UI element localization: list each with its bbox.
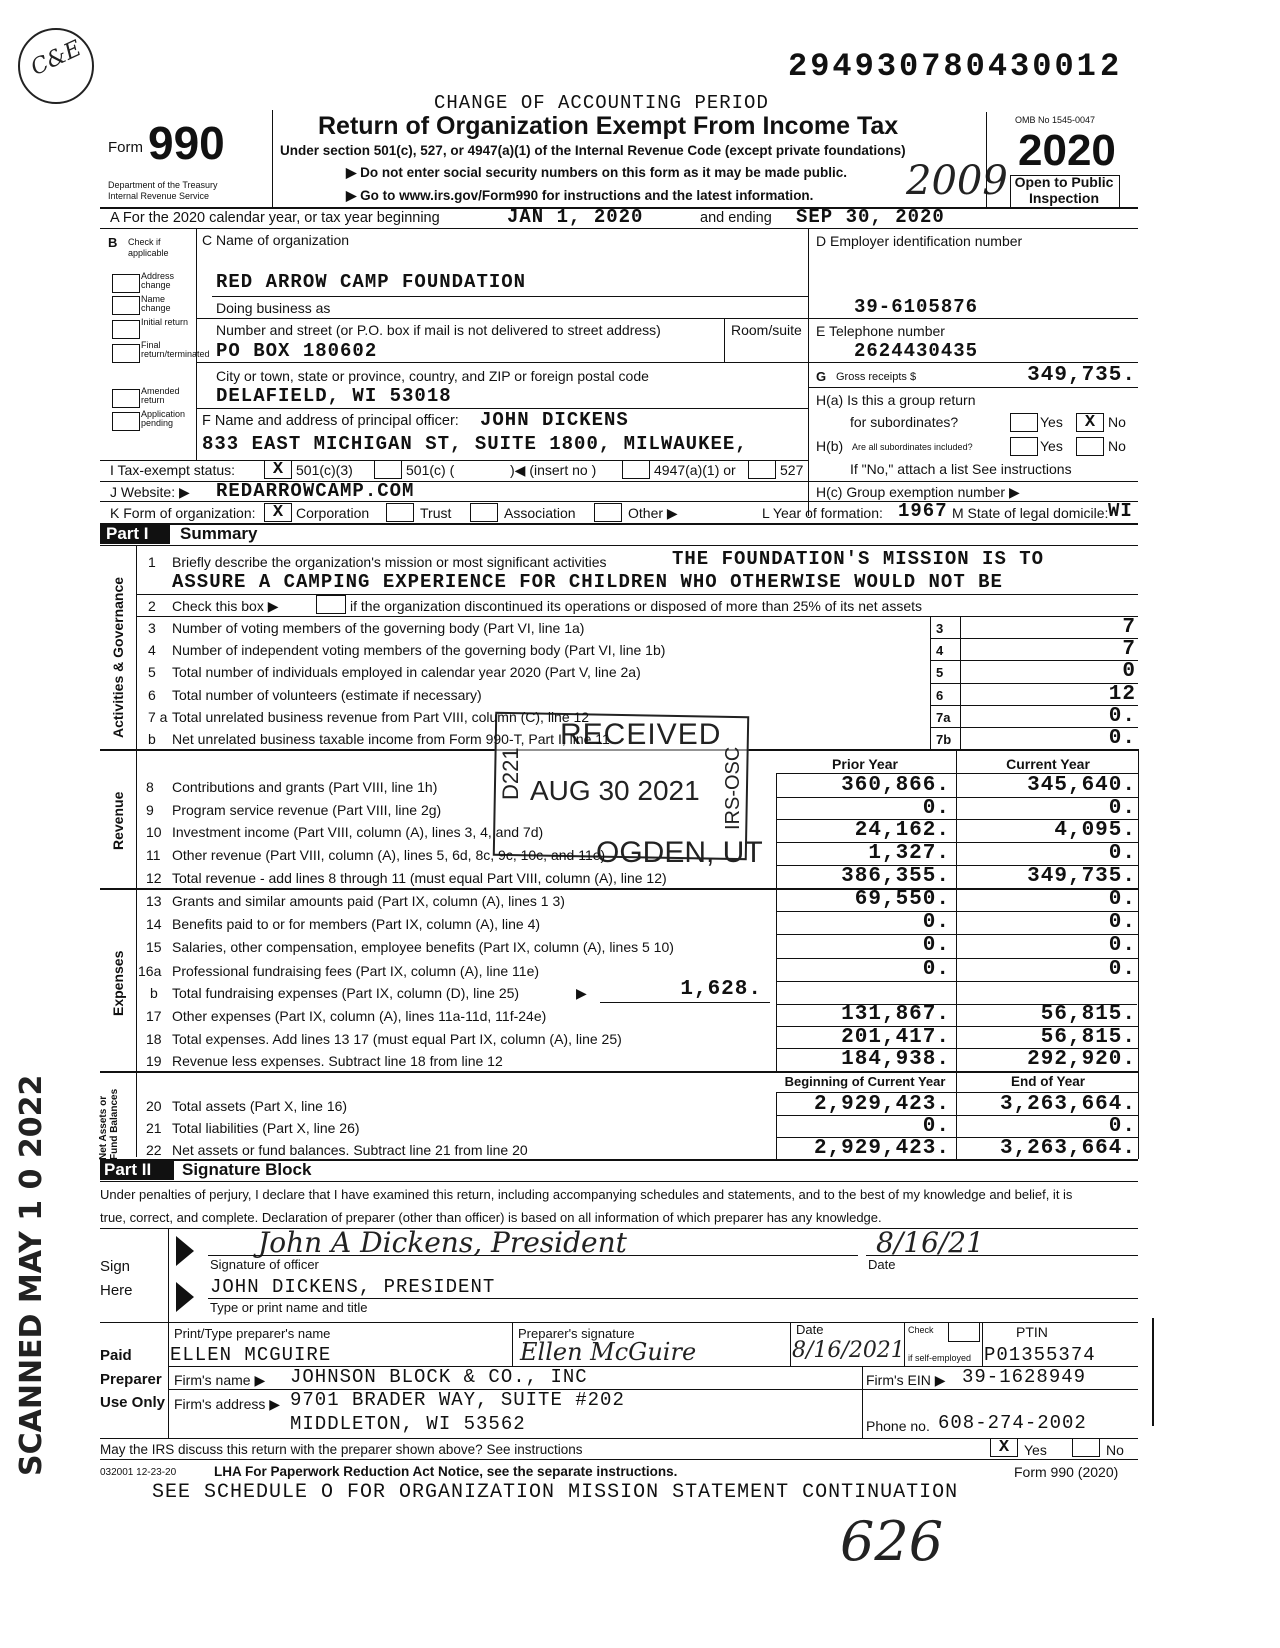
preparer-date-label: Date	[796, 1322, 824, 1337]
preparer-phone[interactable]: 608-274-2002	[938, 1412, 1087, 1434]
section-b-label: B	[108, 235, 118, 250]
ptin-label: PTIN	[1016, 1324, 1048, 1340]
form-title: Return of Organization Exempt From Income Tax	[318, 112, 899, 140]
net-assets-line-no: 22	[146, 1142, 162, 1159]
hc-label: H(c) Group exemption number ▶	[816, 484, 1020, 500]
status-527-label: 527	[780, 462, 804, 478]
part2-tab: Part II	[104, 1160, 152, 1179]
internal-revenue-service: Internal Revenue Service	[108, 191, 210, 201]
form-of-org-label: K Form of organization:	[110, 505, 256, 521]
revenue-line-no: 11	[146, 847, 161, 864]
tax-year: 2020	[1018, 126, 1116, 175]
expense-line-no: 14	[146, 916, 162, 933]
expense-line-prior[interactable]: 184,938.	[841, 1048, 950, 1072]
inspection: Inspection	[1028, 190, 1099, 206]
line2-rest: if the organization discontinued its operations or disposed of more than 25% of its net assets	[350, 598, 923, 614]
application-pending-label: Application pending	[141, 409, 186, 428]
revenue-line-no: 10	[146, 824, 162, 841]
line16b-no: b	[150, 985, 158, 1001]
expense-line-desc: Grants and similar amounts paid (Part IX, column (A), lines 1 3)	[172, 893, 565, 909]
revenue-line-no: 12	[146, 869, 162, 886]
sig-date-label: Date	[868, 1257, 896, 1272]
line16b-value[interactable]: 1,628.	[680, 978, 762, 1001]
corner-mark: C&E	[27, 36, 86, 81]
firm-ein-label: Firm's EIN ▶	[866, 1372, 946, 1388]
expense-line-prior[interactable]: 0.	[922, 934, 950, 958]
form-subtitle: Under section 501(c), 527, or 4947(a)(1) of the Internal Revenue Code (except private foundations)	[280, 143, 906, 158]
revenue-line-prior[interactable]: 0.	[922, 796, 950, 820]
gov-line-desc: Number of independent voting members of the governing body (Part VI, line 1b)	[172, 642, 666, 659]
document-locator-suffix: 2	[1100, 48, 1121, 85]
expense-line-no: 19	[146, 1053, 162, 1070]
officer-label: F Name and address of principal officer:	[202, 413, 459, 429]
expense-line-current[interactable]: 0.	[1108, 888, 1136, 911]
gov-line-box: 7b	[936, 732, 952, 747]
status-527-box[interactable]	[748, 460, 776, 479]
firm-name[interactable]: JOHNSON BLOCK & CO., INC	[290, 1366, 588, 1388]
expense-line-prior[interactable]: 69,550.	[854, 888, 950, 911]
line2-checkbox[interactable]	[316, 595, 346, 614]
org-corporation-box[interactable]: X	[264, 503, 292, 522]
hb-text: Are all subordinates included?	[852, 442, 973, 452]
sig-date[interactable]: 8/16/21	[876, 1226, 984, 1259]
city-state-zip[interactable]: DELAFIELD, WI 53018	[216, 385, 452, 407]
domicile-value[interactable]: WI	[1108, 500, 1133, 522]
ha-label: H(a) Is this a group return	[816, 392, 976, 408]
status-4947-label: 4947(a)(1) or	[654, 462, 736, 478]
gov-line-no: 4	[148, 642, 156, 659]
expense-line-no: 13	[146, 893, 162, 909]
ha-yes-box[interactable]	[1010, 413, 1038, 432]
check-initial-return[interactable]	[112, 320, 140, 339]
net-assets-line-prior[interactable]: 2,929,423.	[813, 1093, 950, 1116]
gov-line-value[interactable]: 0	[1122, 660, 1136, 684]
type-name-label: Type or print name and title	[210, 1300, 368, 1315]
hb-no-box[interactable]	[1076, 437, 1104, 456]
telephone-value[interactable]: 2624430435	[854, 340, 979, 362]
signature-label: Signature of officer	[210, 1257, 319, 1272]
mission-line2[interactable]: ASSURE A CAMPING EXPERIENCE FOR CHILDREN WHO OTHERWISE WOULD NOT BE	[172, 571, 1003, 593]
expense-line-prior[interactable]: 0.	[922, 911, 950, 935]
sign-arrow-1	[176, 1236, 194, 1266]
gov-line-box: 7a	[936, 709, 951, 725]
address-change-label: Address change	[141, 271, 175, 290]
received-stamp-title: RECEIVED	[560, 718, 722, 751]
open-to-public: Open to Public	[1014, 174, 1114, 190]
revenue-line-current[interactable]: 345,640.	[1027, 774, 1136, 797]
trust-label: Trust	[420, 505, 452, 521]
gov-line-no: 5	[148, 664, 156, 681]
preparer-name[interactable]: ELLEN MCGUIRE	[170, 1344, 332, 1366]
lha-notice: LHA For Paperwork Reduction Act Notice, see the separate instructions.	[214, 1464, 678, 1479]
line16b-shade	[777, 981, 1137, 1005]
check-application-pending[interactable]	[112, 412, 140, 431]
check-if: Check if	[128, 237, 161, 247]
initial-return-label: Initial return	[141, 317, 189, 327]
discuss-yes-box[interactable]: X	[990, 1438, 1018, 1457]
status-501c-box[interactable]	[374, 460, 402, 479]
officer-name[interactable]: JOHN DICKENS	[480, 409, 629, 431]
beg-year-header: Beginning of Current Year	[784, 1074, 946, 1089]
room-suite-label: Room/suite	[731, 322, 802, 338]
expense-line-no: 17	[146, 1008, 162, 1024]
received-stamp-date: AUG 30 2021	[530, 775, 700, 806]
telephone-label: E Telephone number	[816, 323, 945, 339]
check-name-change[interactable]	[112, 296, 140, 315]
prior-year-header: Prior Year	[832, 756, 898, 772]
firm-address-1[interactable]: 9701 BRADER WAY, SUITE #202	[290, 1389, 625, 1411]
tax-exempt-status-label: I Tax-exempt status:	[110, 462, 236, 478]
officer-signature[interactable]: John A Dickens, President	[258, 1226, 627, 1259]
form-number: 990	[148, 117, 225, 169]
expense-line-desc: Salaries, other compensation, employee benefits (Part IX, column (A), lines 5 10)	[172, 939, 674, 956]
g-label: G	[816, 369, 827, 384]
penalty-statement-2: true, correct, and complete. Declaration of preparer (other than officer) is based on all information of which preparer has any knowledge.	[100, 1210, 882, 1225]
gross-receipts-value[interactable]: 349,735.	[1027, 364, 1136, 387]
gov-line-no: 7 a	[148, 708, 168, 725]
expense-line-no: 16a	[138, 962, 162, 979]
discuss-no-box[interactable]	[1072, 1438, 1100, 1457]
ha-yes-label: Yes	[1040, 414, 1063, 430]
handwritten-code: 2009	[906, 158, 1008, 204]
expense-line-desc: Professional fundraising fees (Part IX, column (A), line 11e)	[172, 962, 540, 979]
gov-line-value[interactable]: 7	[1122, 616, 1136, 639]
received-stamp-right: IRS-OSC	[722, 746, 744, 830]
street-label: Number and street (or P.O. box if mail is not delivered to street address)	[216, 322, 661, 338]
check-amended-return[interactable]	[112, 389, 140, 408]
ha-sub: for subordinates?	[850, 414, 959, 430]
tax-year-end[interactable]: SEP 30, 2020	[796, 206, 945, 228]
gov-line-value[interactable]: 0.	[1108, 704, 1136, 728]
firm-ein[interactable]: 39-1628949	[962, 1366, 1087, 1388]
revenue-line-no: 8	[146, 779, 154, 795]
penalty-statement-1: Under penalties of perjury, I declare that I have examined this return, including accompanying schedules and statements, and to the best of my knowledge and belief, it is	[100, 1187, 1073, 1202]
use-only-label: Use Only	[100, 1394, 166, 1411]
ha-no-box[interactable]: X	[1076, 413, 1104, 432]
line16b-arrow: ▶	[576, 985, 587, 1001]
org-association-box[interactable]	[470, 503, 498, 522]
current-year-header: Current Year	[1006, 756, 1090, 772]
expense-line-prior[interactable]: 0.	[922, 957, 950, 981]
org-name[interactable]: RED ARROW CAMP FOUNDATION	[216, 271, 527, 293]
line2-desc: Check this box ▶	[172, 598, 279, 614]
hb-label: H(b)	[816, 438, 844, 454]
preparer-signature[interactable]: Ellen McGuire	[520, 1338, 697, 1366]
irs-instructions-link[interactable]: ▶ Go to www.irs.gov/Form990 for instructions and the latest information.	[346, 188, 814, 203]
preparer-signature-label: Preparer's signature	[518, 1326, 635, 1341]
gov-line-value[interactable]: 7	[1122, 638, 1136, 662]
ein-label: D Employer identification number	[816, 233, 1023, 249]
net-assets-line-current[interactable]: 3,263,664.	[999, 1093, 1136, 1116]
sign-arrow-2	[176, 1282, 194, 1312]
domicile-label: M State of legal domicile:	[952, 505, 1109, 521]
here-label: Here	[100, 1282, 133, 1299]
preparer-date[interactable]: 8/16/2021	[792, 1338, 905, 1363]
check-final-return[interactable]	[112, 344, 140, 363]
gov-line-no: 3	[148, 620, 156, 636]
final-return-label: Final return/terminated	[141, 340, 210, 359]
revenue-line-current[interactable]: 349,735.	[1027, 864, 1136, 888]
website-value[interactable]: REDARROWCAMP.COM	[216, 480, 415, 502]
gov-line-no: 6	[148, 686, 156, 703]
mission-line1[interactable]: THE FOUNDATION'S MISSION IS TO	[672, 548, 1045, 570]
revenue-line-prior[interactable]: 1,327.	[868, 842, 950, 866]
expense-line-desc: Total expenses. Add lines 13 17 (must equal Part IX, column (A), line 25)	[172, 1030, 622, 1047]
gov-line-box: 3	[936, 621, 944, 636]
check-label: Check	[908, 1325, 934, 1335]
expense-line-desc: Other expenses (Part IX, column (A), lines 11a-11d, 11f-24e)	[172, 1008, 547, 1024]
page-code: 626	[840, 1510, 944, 1573]
preparer-label: Preparer	[100, 1371, 162, 1388]
preparer-name-label: Print/Type preparer's name	[174, 1326, 331, 1341]
line16b-desc: Total fundraising expenses (Part IX, column (D), line 25)	[172, 985, 520, 1001]
expense-line-prior[interactable]: 201,417.	[841, 1025, 950, 1049]
officer-address[interactable]: 833 EAST MICHIGAN ST, SUITE 1800, MILWAUKEE,	[202, 433, 748, 455]
revenue-line-desc: Contributions and grants (Part VIII, line 1h)	[172, 779, 438, 795]
self-employed-label: if self-employed	[908, 1353, 972, 1363]
phone-label: Phone no.	[866, 1418, 930, 1434]
expense-line-current[interactable]: 56,815.	[1040, 1025, 1136, 1049]
gov-line-no: b	[148, 731, 156, 747]
gov-line-value[interactable]: 12	[1108, 682, 1136, 706]
check-address-change[interactable]	[112, 274, 140, 293]
change-of-accounting-period: CHANGE OF ACCOUNTING PERIOD	[434, 92, 769, 114]
net-assets-line-prior[interactable]: 2,929,423.	[813, 1137, 950, 1161]
omb-number: OMB No 1545-0047	[1015, 115, 1096, 125]
org-name-label: C Name of organization	[202, 232, 350, 248]
revenue-line-current[interactable]: 0.	[1108, 796, 1136, 820]
revenue-line-desc: Investment income (Part VIII, column (A), lines 3, 4, and 7d)	[172, 824, 544, 841]
officer-name-title[interactable]: JOHN DICKENS, PRESIDENT	[210, 1276, 496, 1298]
dba-label: Doing business as	[216, 300, 331, 316]
gov-line-desc: Net unrelated business taxable income from Form 990-T, Part I, line 11	[172, 731, 610, 747]
firm-name-label: Firm's name ▶	[174, 1372, 266, 1388]
firm-address-label: Firm's address ▶	[174, 1396, 281, 1412]
corporation-label: Corporation	[296, 505, 370, 521]
expense-line-current[interactable]: 0.	[1108, 934, 1136, 958]
department-treasury: Department of the Treasury	[108, 180, 218, 190]
name-change-label: Name change	[141, 294, 171, 313]
and-ending-label: and ending	[700, 210, 772, 226]
amended-return-label: Amended return	[141, 386, 180, 405]
schedule-o-note: SEE SCHEDULE O FOR ORGANIZATION MISSION STATEMENT CONTINUATION	[152, 1481, 959, 1504]
gov-line-box: 4	[936, 643, 944, 659]
net-assets-line-no: 21	[146, 1120, 162, 1137]
hb-no-label: No	[1108, 438, 1126, 454]
part1-title: Summary	[180, 524, 258, 543]
revenue-line-current[interactable]: 0.	[1108, 842, 1136, 866]
net-assets-line-desc: Total assets (Part X, line 16)	[172, 1098, 348, 1114]
sign-label: Sign	[100, 1258, 131, 1275]
end-year-header: End of Year	[1010, 1074, 1086, 1089]
side-label-revenue: Revenue	[110, 791, 126, 850]
ptin-value[interactable]: P01355374	[984, 1344, 1096, 1366]
form-footer: Form 990 (2020)	[1014, 1464, 1119, 1480]
form-word: Form	[108, 139, 143, 156]
expense-line-prior[interactable]: 131,867.	[841, 1003, 950, 1026]
line1-desc: Briefly describe the organization's mission or most significant activities	[172, 554, 607, 570]
self-employed-box[interactable]	[948, 1322, 980, 1342]
gross-receipts-label: Gross receipts $	[836, 371, 917, 383]
applicable: applicable	[128, 248, 169, 258]
net-assets-line-desc: Total liabilities (Part X, line 26)	[172, 1120, 360, 1137]
expense-line-no: 18	[146, 1030, 162, 1047]
website-label: J Website: ▶	[110, 484, 190, 500]
status-501c3-box[interactable]: X	[264, 460, 292, 479]
revenue-line-prior[interactable]: 360,866.	[841, 774, 950, 797]
org-other-box[interactable]	[594, 503, 622, 522]
gov-line-box: 6	[936, 687, 944, 703]
expense-line-current[interactable]: 292,920.	[1027, 1048, 1136, 1072]
part1-tab: Part I	[106, 524, 149, 543]
ein-value[interactable]: 39-6105876	[854, 296, 979, 318]
line-a-label: A For the 2020 calendar year, or tax year beginning	[110, 210, 440, 226]
received-stamp-left: D221	[498, 747, 523, 800]
hb-note: If "No," attach a list See instructions	[850, 461, 1072, 477]
expense-line-no: 15	[146, 939, 162, 956]
form-code: 032001 12-23-20	[100, 1467, 177, 1478]
gov-line-desc: Number of voting members of the governing body (Part VI, line 1a)	[172, 620, 585, 636]
year-formation-value[interactable]: 1967	[898, 500, 948, 522]
revenue-line-desc: Other revenue (Part VIII, column (A), lines 5, 6d, 8c, 9c, 10c, and 11e)	[172, 847, 606, 864]
revenue-line-prior[interactable]: 24,162.	[854, 819, 950, 843]
part2-title: Signature Block	[182, 1160, 312, 1179]
expense-line-current[interactable]: 56,815.	[1040, 1003, 1136, 1026]
other-label: Other ▶	[628, 505, 678, 521]
street-address[interactable]: PO BOX 180602	[216, 340, 378, 362]
status-501c-label: 501(c) (	[406, 462, 455, 478]
net-assets-line-prior[interactable]: 0.	[922, 1115, 950, 1139]
net-assets-line-current[interactable]: 3,263,664.	[999, 1137, 1136, 1161]
net-assets-line-desc: Net assets or fund balances. Subtract line 21 from line 20	[172, 1142, 528, 1159]
hb-yes-box[interactable]	[1010, 437, 1038, 456]
side-label-expenses: Expenses	[110, 950, 126, 1016]
expense-line-current[interactable]: 0.	[1108, 957, 1136, 981]
ha-no-label: No	[1108, 414, 1126, 430]
revenue-line-current[interactable]: 4,095.	[1054, 819, 1136, 843]
document-locator-number: 29493078043001	[788, 48, 1099, 85]
side-label-net-assets: Net Assets or Fund Balances	[98, 1088, 120, 1160]
status-4947-box[interactable]	[622, 460, 650, 479]
revenue-line-prior[interactable]: 386,355.	[841, 864, 950, 888]
association-label: Association	[504, 505, 576, 521]
gov-line-desc: Total number of volunteers (estimate if necessary)	[172, 686, 482, 703]
gov-line-box: 5	[936, 665, 944, 681]
revenue-line-no: 9	[146, 801, 154, 818]
discuss-yes-label: Yes	[1024, 1442, 1047, 1458]
firm-address-2[interactable]: MIDDLETON, WI 53562	[290, 1413, 526, 1435]
net-assets-line-no: 20	[146, 1098, 162, 1114]
side-label-governance: Activities & Governance	[110, 576, 126, 738]
tax-year-begin[interactable]: JAN 1, 2020	[507, 206, 644, 228]
scanned-stamp: SCANNED MAY 1 0 2022	[14, 1074, 49, 1476]
discuss-question: May the IRS discuss this return with the preparer shown above? See instructions	[100, 1442, 583, 1457]
received-stamp-city: OGDEN, UT	[596, 836, 763, 869]
city-label: City or town, state or province, country, and ZIP or foreign postal code	[216, 368, 649, 384]
expense-line-current[interactable]: 0.	[1108, 911, 1136, 935]
revenue-line-desc: Program service revenue (Part VIII, line 2g)	[172, 801, 442, 818]
status-501c3-label: 501(c)(3)	[296, 462, 353, 478]
discuss-no-label: No	[1106, 1442, 1124, 1458]
paid-label: Paid	[100, 1347, 132, 1364]
expense-line-desc: Revenue less expenses. Subtract line 18 from line 12	[172, 1053, 503, 1070]
org-trust-box[interactable]	[386, 503, 414, 522]
revenue-line-desc: Total revenue - add lines 8 through 11 (must equal Part VIII, column (A), line 12)	[172, 869, 667, 886]
status-insert-label: )◀ (insert no )	[510, 462, 597, 478]
net-assets-line-current[interactable]: 0.	[1108, 1115, 1136, 1139]
gov-line-desc: Total number of individuals employed in calendar year 2020 (Part V, line 2a)	[172, 664, 641, 681]
expense-line-desc: Benefits paid to or for members (Part IX, column (A), line 4)	[172, 916, 541, 933]
gov-line-desc: Total unrelated business revenue from Part VIII, column (C), line 12	[172, 708, 590, 725]
gov-line-value[interactable]: 0.	[1108, 727, 1136, 750]
hb-yes-label: Yes	[1040, 438, 1063, 454]
year-formation-label: L Year of formation:	[762, 505, 883, 521]
ssn-warning: ▶ Do not enter social security numbers on this form as it may be made public.	[346, 165, 847, 180]
